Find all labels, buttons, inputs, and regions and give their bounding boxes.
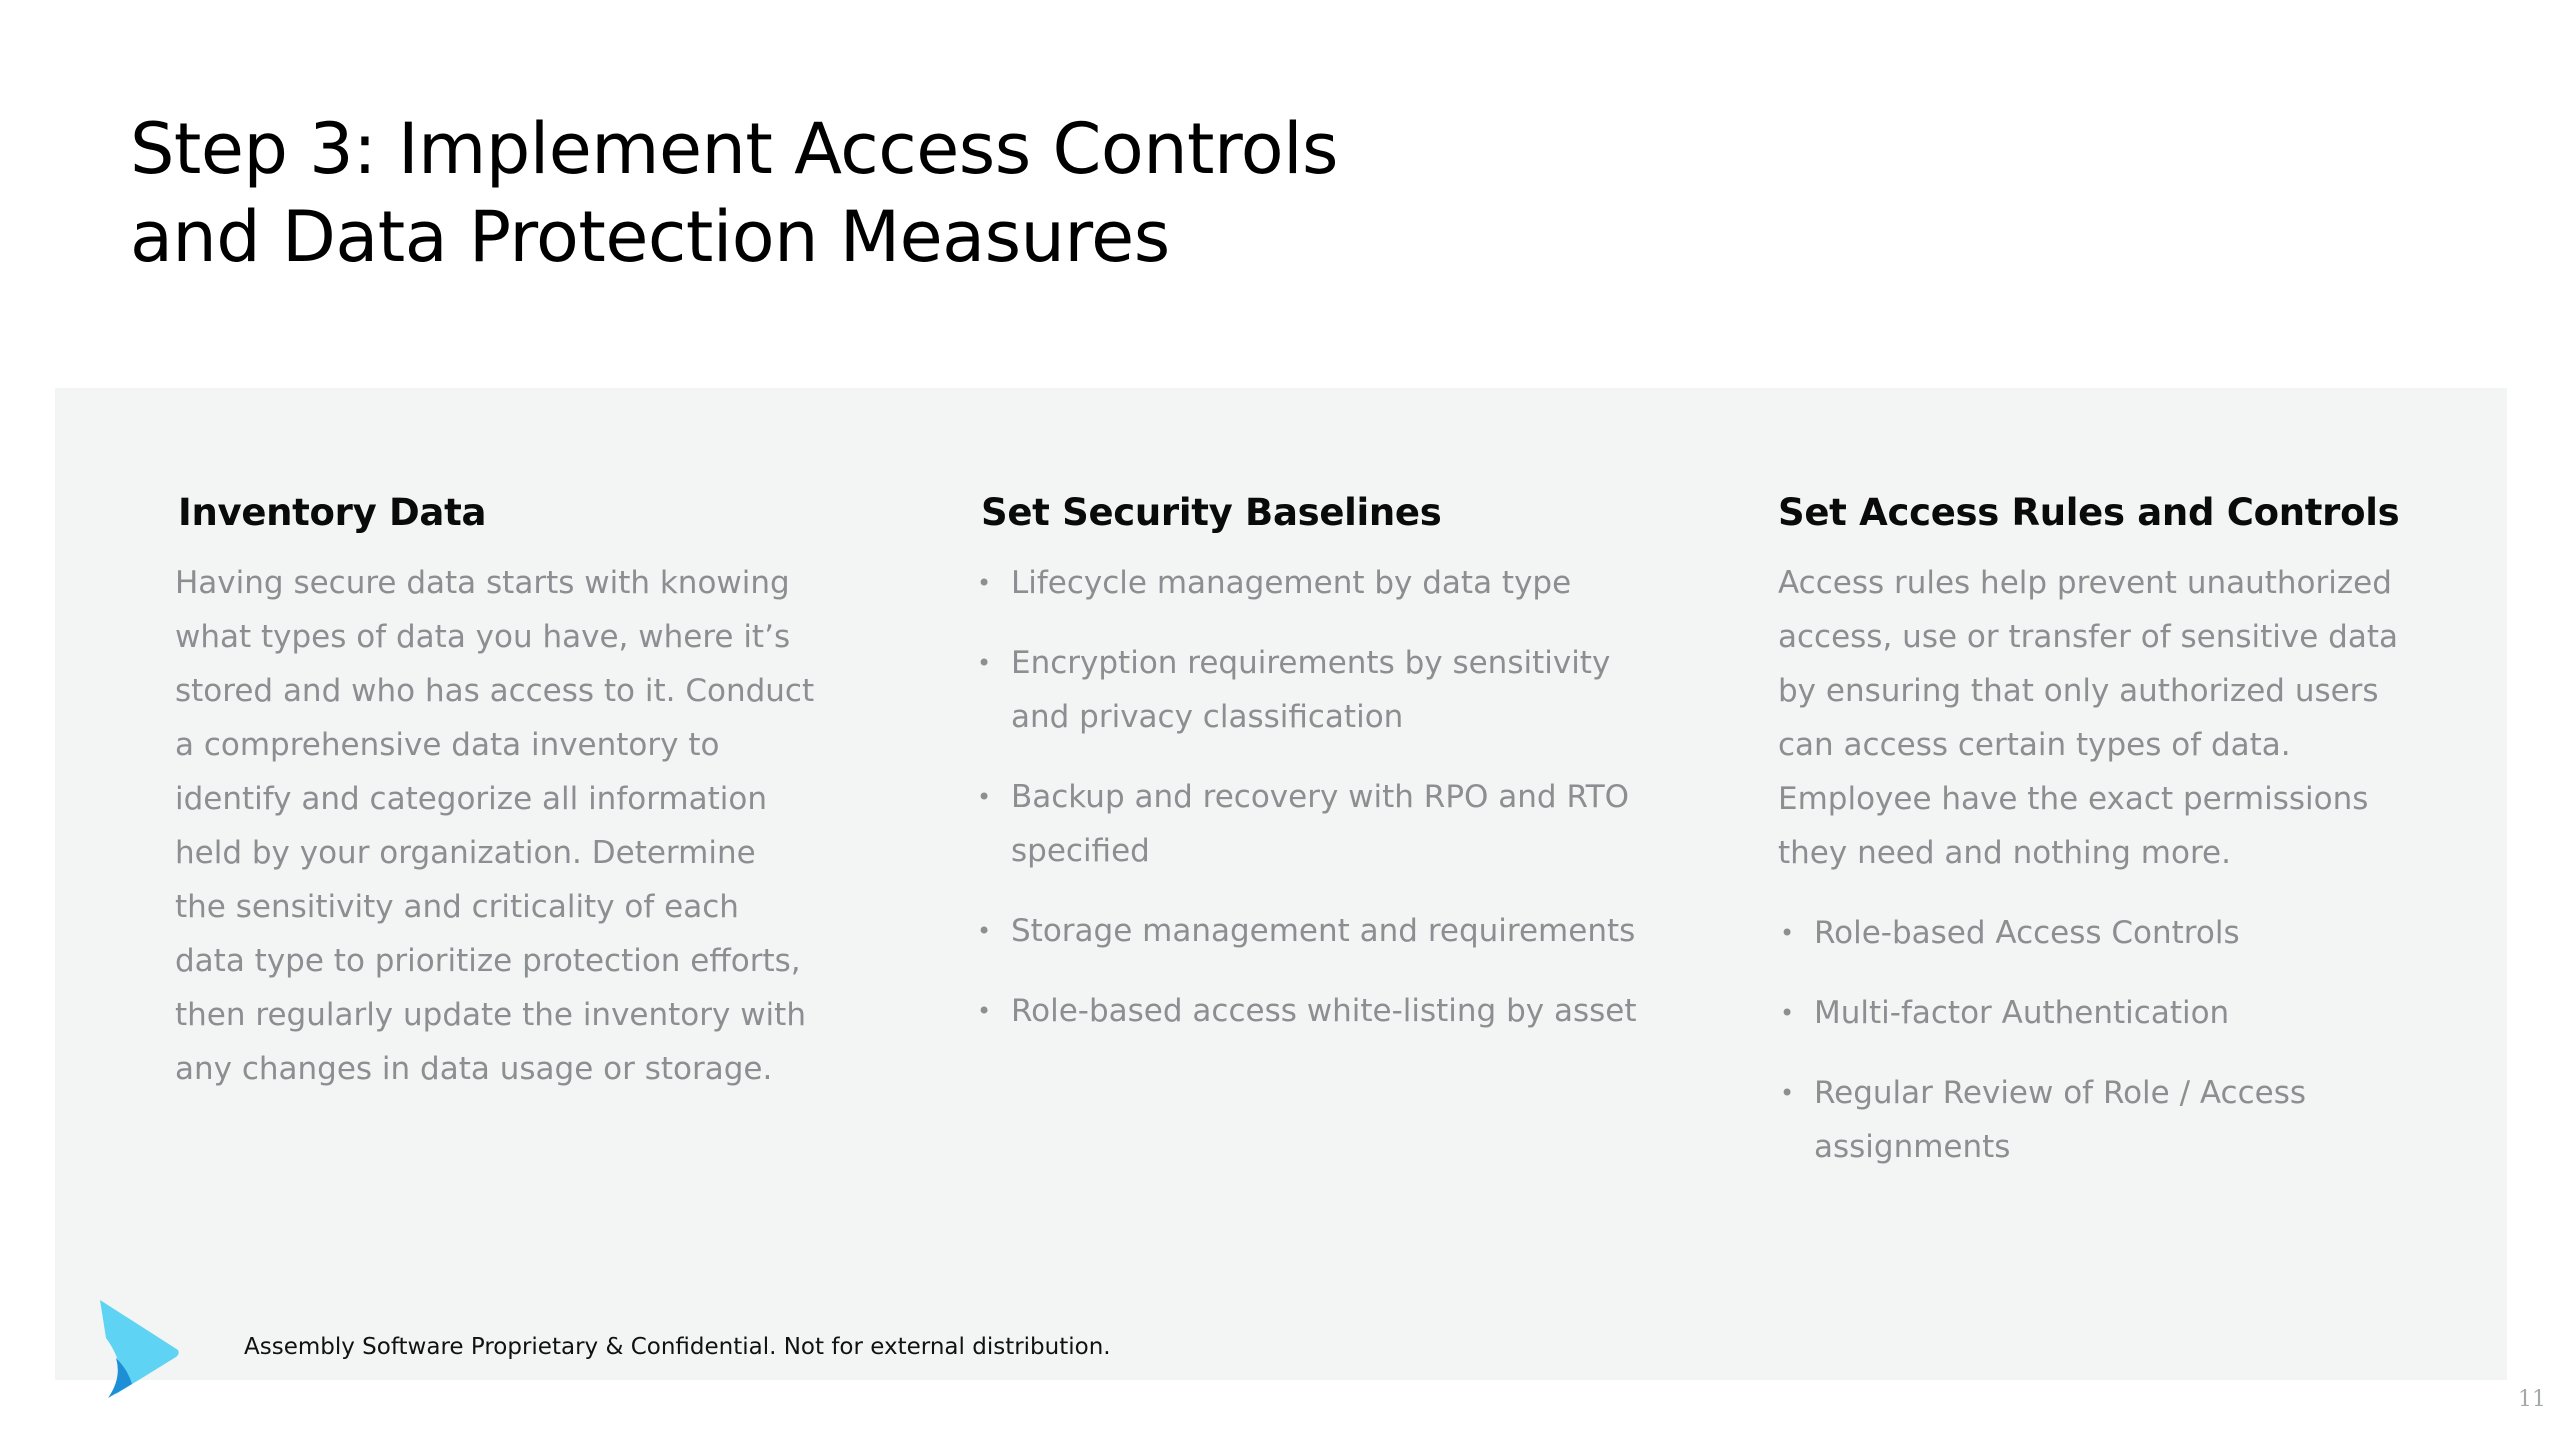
bullet-icon: •	[977, 783, 992, 811]
content-panel	[55, 388, 2507, 1380]
list-item	[975, 556, 1675, 610]
bullet-icon: •	[1780, 999, 1795, 1027]
list-item-text: Encryption requirements by sensitivity and privacy classification	[1011, 645, 1611, 735]
column-paragraph: Having secure data starts with knowing what types of data you have, where it’s stored and who has access to it. Conduct a comprehensive data inventory to identify and categorize all information held by your organization. Determine the sensitivity and criticality of each data type to prioritize protection efforts, then regularly update the inventory with any changes in data usage or storage.	[175, 565, 815, 1087]
bullet-icon: •	[977, 997, 992, 1025]
list-item-text: Multi-factor Authentication	[1814, 995, 2230, 1031]
slide-title-line-1: Step 3: Implement Access Controls	[130, 108, 1338, 190]
column-heading: Set Security Baselines	[981, 491, 1442, 534]
list-item-text: Storage management and requirements	[1011, 913, 1636, 949]
list-item-text: Role-based Access Controls	[1814, 915, 2240, 951]
list-item-text: Role-based access white-listing by asset	[1011, 993, 1637, 1029]
bullet-icon: •	[977, 917, 992, 945]
column-heading: Set Access Rules and Controls	[1778, 491, 2400, 534]
list-item-text: Lifecycle management by data type	[1011, 565, 1572, 601]
list-item	[1778, 906, 2438, 960]
bullet-icon: •	[1780, 1079, 1795, 1107]
bullet-icon: •	[977, 649, 992, 677]
list-item	[1778, 1066, 2438, 1174]
slide-title	[130, 105, 1530, 281]
list-item	[975, 770, 1675, 878]
page-number: 11	[2518, 1387, 2546, 1412]
logo-main-shape	[100, 1300, 179, 1394]
list-item	[975, 636, 1675, 744]
column-paragraph: Access rules help prevent unauthorized access, use or transfer of sensitive data by ensuring that only authorized users can access certain types of data. Employee have the exact permissions they need and nothing more.	[1778, 565, 2398, 871]
list-item	[975, 904, 1675, 958]
bullet-list	[975, 556, 1675, 1038]
slide-title-line-2: and Data Protection Measures	[130, 196, 1170, 278]
list-item-text: Regular Review of Role / Access assignments	[1814, 1075, 2307, 1165]
bullet-icon: •	[977, 569, 992, 597]
list-item	[975, 984, 1675, 1038]
column-access-rules	[1778, 488, 2438, 1200]
confidentiality-footer: Assembly Software Proprietary & Confidential. Not for external distribution.	[244, 1334, 1111, 1360]
list-item	[1778, 986, 2438, 1040]
play-triangle-logo-icon	[98, 1298, 180, 1400]
column-security-baselines	[975, 488, 1675, 1064]
bullet-list	[1778, 906, 2438, 1174]
column-heading: Inventory Data	[178, 491, 487, 534]
list-item-text: Backup and recovery with RPO and RTO specified	[1011, 779, 1630, 869]
column-inventory-data	[175, 488, 815, 1096]
bullet-icon: •	[1780, 919, 1795, 947]
